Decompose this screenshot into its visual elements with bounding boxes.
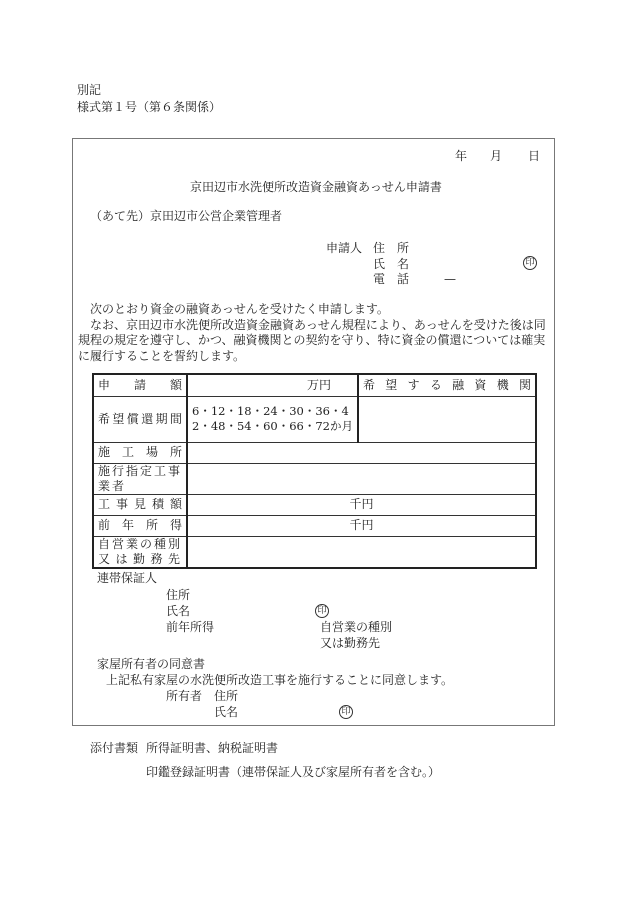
contractor-label: 施行指定工事業者 — [93, 463, 187, 494]
amount-label: 申請額 — [93, 374, 187, 396]
owner-heading: 家屋所有者の同意書 — [97, 657, 206, 671]
period-label: 希望償還期間 — [93, 396, 187, 442]
application-table — [92, 373, 537, 569]
date-month: 月 — [490, 149, 503, 163]
guarantor-occupation-label-1: 自営業の種別 — [320, 620, 393, 634]
attachments-line-1: 所得証明書、納税証明書 — [146, 741, 279, 755]
estimate-field[interactable]: 千円 — [187, 494, 536, 515]
estimate-label: 工事見積額 — [93, 494, 187, 515]
amount-field[interactable]: 万円 — [187, 374, 358, 396]
applicant-address-label: 住 所 — [373, 241, 410, 255]
income-field[interactable]: 千円 — [187, 515, 536, 536]
page-title: 京田辺市水洗便所改造資金融資あっせん申請書 — [190, 180, 442, 194]
declaration-text — [78, 302, 552, 364]
declaration-line-1: 次のとおり資金の融資あっせんを受けたく申請します。 — [90, 302, 389, 316]
occupation-label: 自営業の種別又は勤務先 — [93, 536, 187, 568]
date-day: 日 — [528, 149, 541, 163]
seal-icon: 印 — [523, 256, 537, 270]
attachments-line-2: 印鑑登録証明書（連帯保証人及び家屋所有者を含む。） — [146, 765, 441, 779]
guarantor-name-label: 氏名 — [166, 604, 191, 618]
attachments-label: 添付書類 — [90, 741, 139, 755]
applicant-name-label: 氏 名 — [373, 257, 410, 271]
phone-dash: — — [444, 272, 456, 286]
seal-icon: 印 — [339, 705, 353, 719]
guarantor-address-label: 住所 — [166, 588, 191, 602]
seal-icon: 印 — [315, 604, 329, 618]
contractor-field[interactable] — [187, 463, 536, 494]
institution-label: 希望する融資機関 — [358, 374, 536, 396]
site-field[interactable] — [187, 442, 536, 463]
guarantor-occupation-label-2: 又は勤務先 — [320, 636, 381, 650]
applicant-phone-label: 電 話 — [373, 272, 410, 286]
owner-statement: 上記私有家屋の水洗便所改造工事を施行することに同意します。 — [106, 673, 454, 687]
guarantor-income-label: 前年所得 — [166, 620, 215, 634]
owner-label: 所有者 — [166, 689, 203, 703]
guarantor-heading: 連帯保証人 — [97, 571, 158, 585]
occupation-field[interactable] — [187, 536, 536, 568]
institution-field[interactable] — [358, 396, 536, 442]
form-number: 様式第１号（第６条関係） — [77, 100, 222, 114]
site-label: 施工場所 — [93, 442, 187, 463]
period-options[interactable]: 6・12・18・24・30・36・42・48・54・60・66・72か月 — [187, 396, 358, 442]
note-label: 別記 — [77, 83, 102, 97]
declaration-line-2: なお、京田辺市水洗便所改造資金融資あっせん規程により、あっせんを受けた後は同規程の規定を遵守し、かつ、融資機関との契約を守り、特に資金の償還については確実に履行することを誓約します。 — [78, 317, 546, 363]
income-label: 前年所得 — [93, 515, 187, 536]
owner-address-label: 住所 — [214, 689, 239, 703]
date-year: 年 — [455, 149, 468, 163]
applicant-label: 申請人 — [326, 241, 363, 255]
addressee: （あて先）京田辺市公営企業管理者 — [90, 209, 283, 223]
owner-name-label: 氏名 — [214, 705, 239, 719]
